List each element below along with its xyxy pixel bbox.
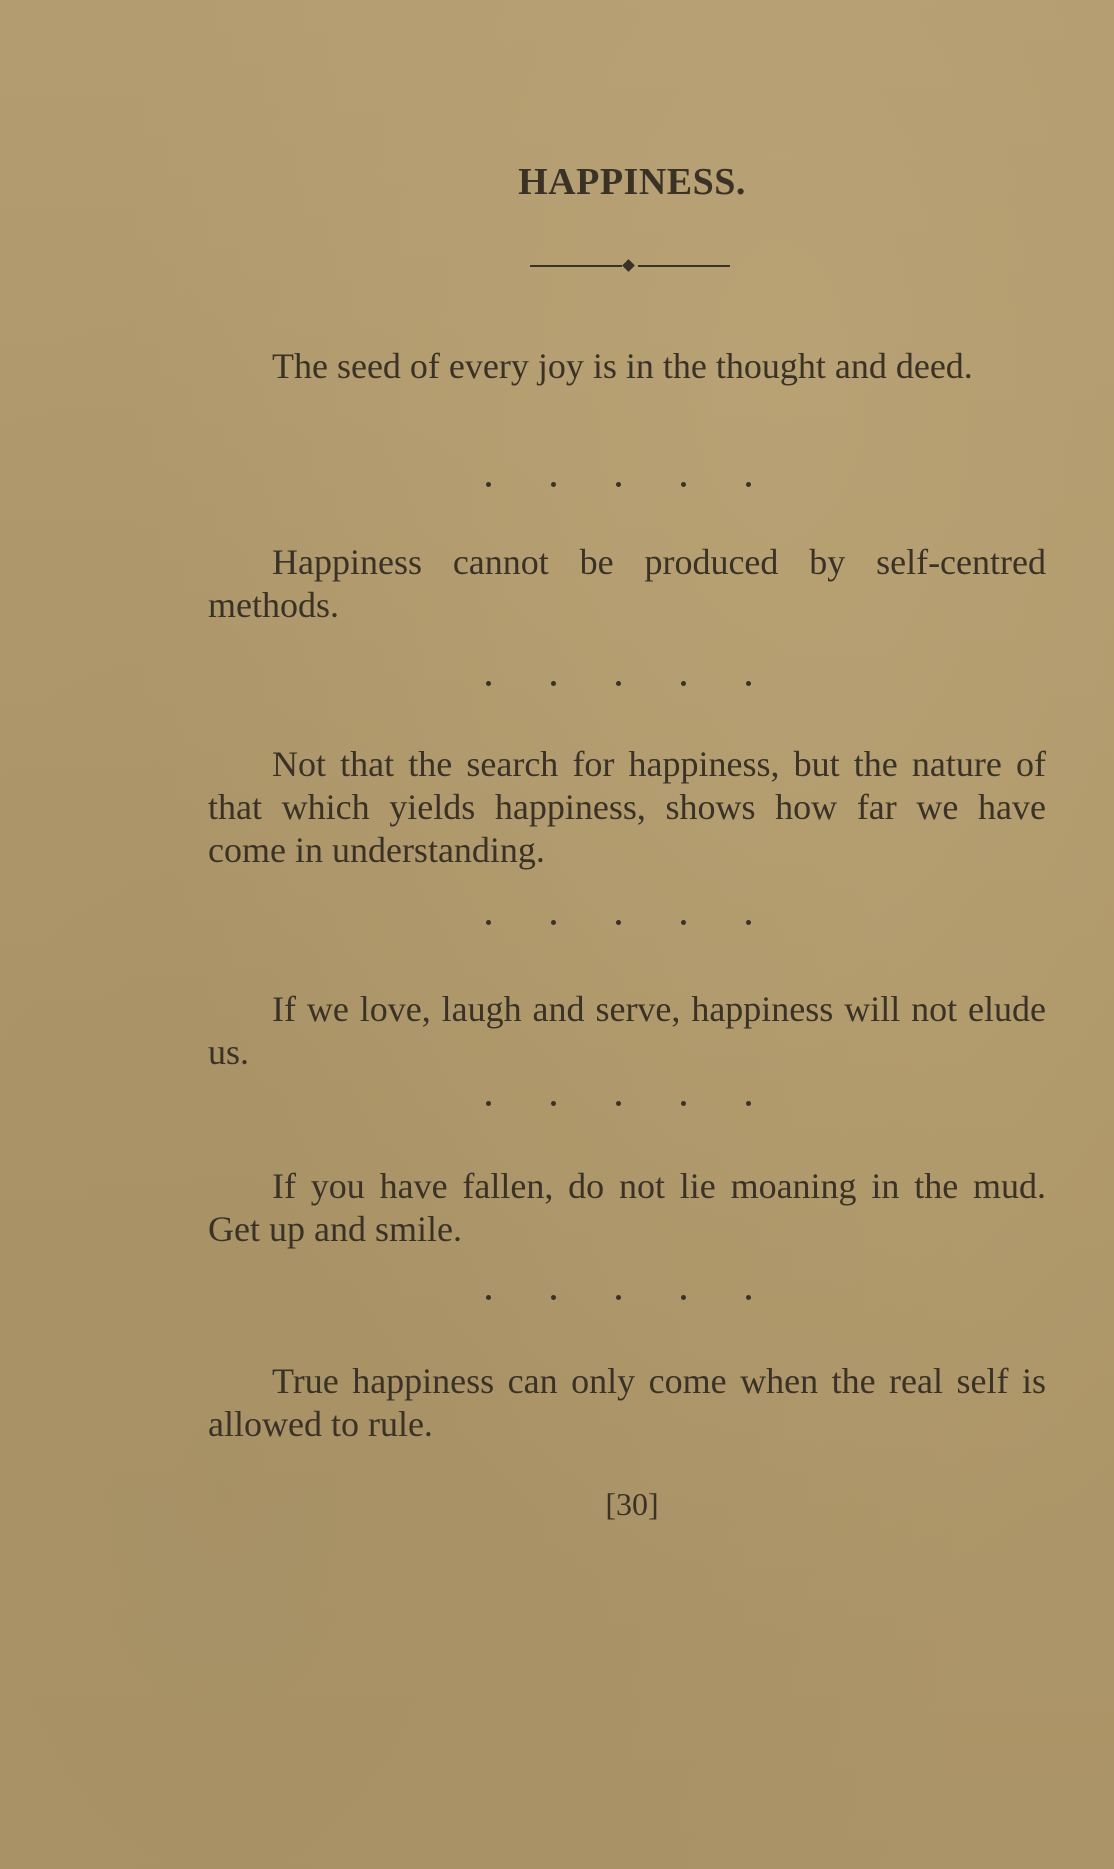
dot-icon: [486, 920, 491, 925]
paragraph-4: If we love, laugh and serve, happiness will not elude us.: [208, 989, 1046, 1072]
dot-icon: [681, 1295, 686, 1300]
dot-icon: [551, 1101, 556, 1106]
paragraph-1: The seed of every joy is in the thought and deed.: [272, 346, 973, 386]
diamond-ornament-icon: [622, 259, 635, 272]
dot-icon: [616, 681, 621, 686]
page-number: [30]: [605, 1486, 659, 1522]
dot-icon: [551, 1295, 556, 1300]
title-ornament-divider: [530, 258, 730, 274]
paragraph-5: If you have fallen, do not lie moaning in the mud. Get up and smile.: [208, 1166, 1046, 1249]
paragraph-6: True happiness can only come when the real self is allowed to rule.: [208, 1361, 1046, 1444]
dot-icon: [746, 482, 751, 487]
dot-icon: [681, 482, 686, 487]
dot-icon: [486, 681, 491, 686]
dot-icon: [551, 920, 556, 925]
dot-icon: [681, 1101, 686, 1106]
dot-icon: [486, 1295, 491, 1300]
divider-line-left: [530, 265, 622, 267]
dot-icon: [616, 1295, 621, 1300]
paragraph-3: Not that the search for happiness, but the nature of that which yields happiness, shows how far we have come in understanding.: [208, 744, 1046, 870]
page-title: HAPPINESS.: [518, 161, 746, 203]
dot-icon: [551, 681, 556, 686]
dot-icon: [486, 482, 491, 487]
paragraph-2: Happiness cannot be produced by self-centred methods.: [208, 542, 1046, 625]
dot-icon: [616, 1101, 621, 1106]
dot-icon: [746, 1101, 751, 1106]
dot-icon: [746, 1295, 751, 1300]
dot-separator-4: [486, 1101, 766, 1111]
dot-icon: [681, 681, 686, 686]
dot-separator-2: [486, 681, 766, 691]
dot-separator-3: [486, 920, 766, 930]
divider-line-right: [638, 265, 730, 267]
dot-separator-5: [486, 1295, 766, 1305]
dot-icon: [746, 920, 751, 925]
dot-icon: [681, 920, 686, 925]
dot-icon: [746, 681, 751, 686]
dot-icon: [616, 920, 621, 925]
dot-icon: [551, 482, 556, 487]
dot-separator-1: [486, 482, 766, 492]
dot-icon: [486, 1101, 491, 1106]
dot-icon: [616, 482, 621, 487]
